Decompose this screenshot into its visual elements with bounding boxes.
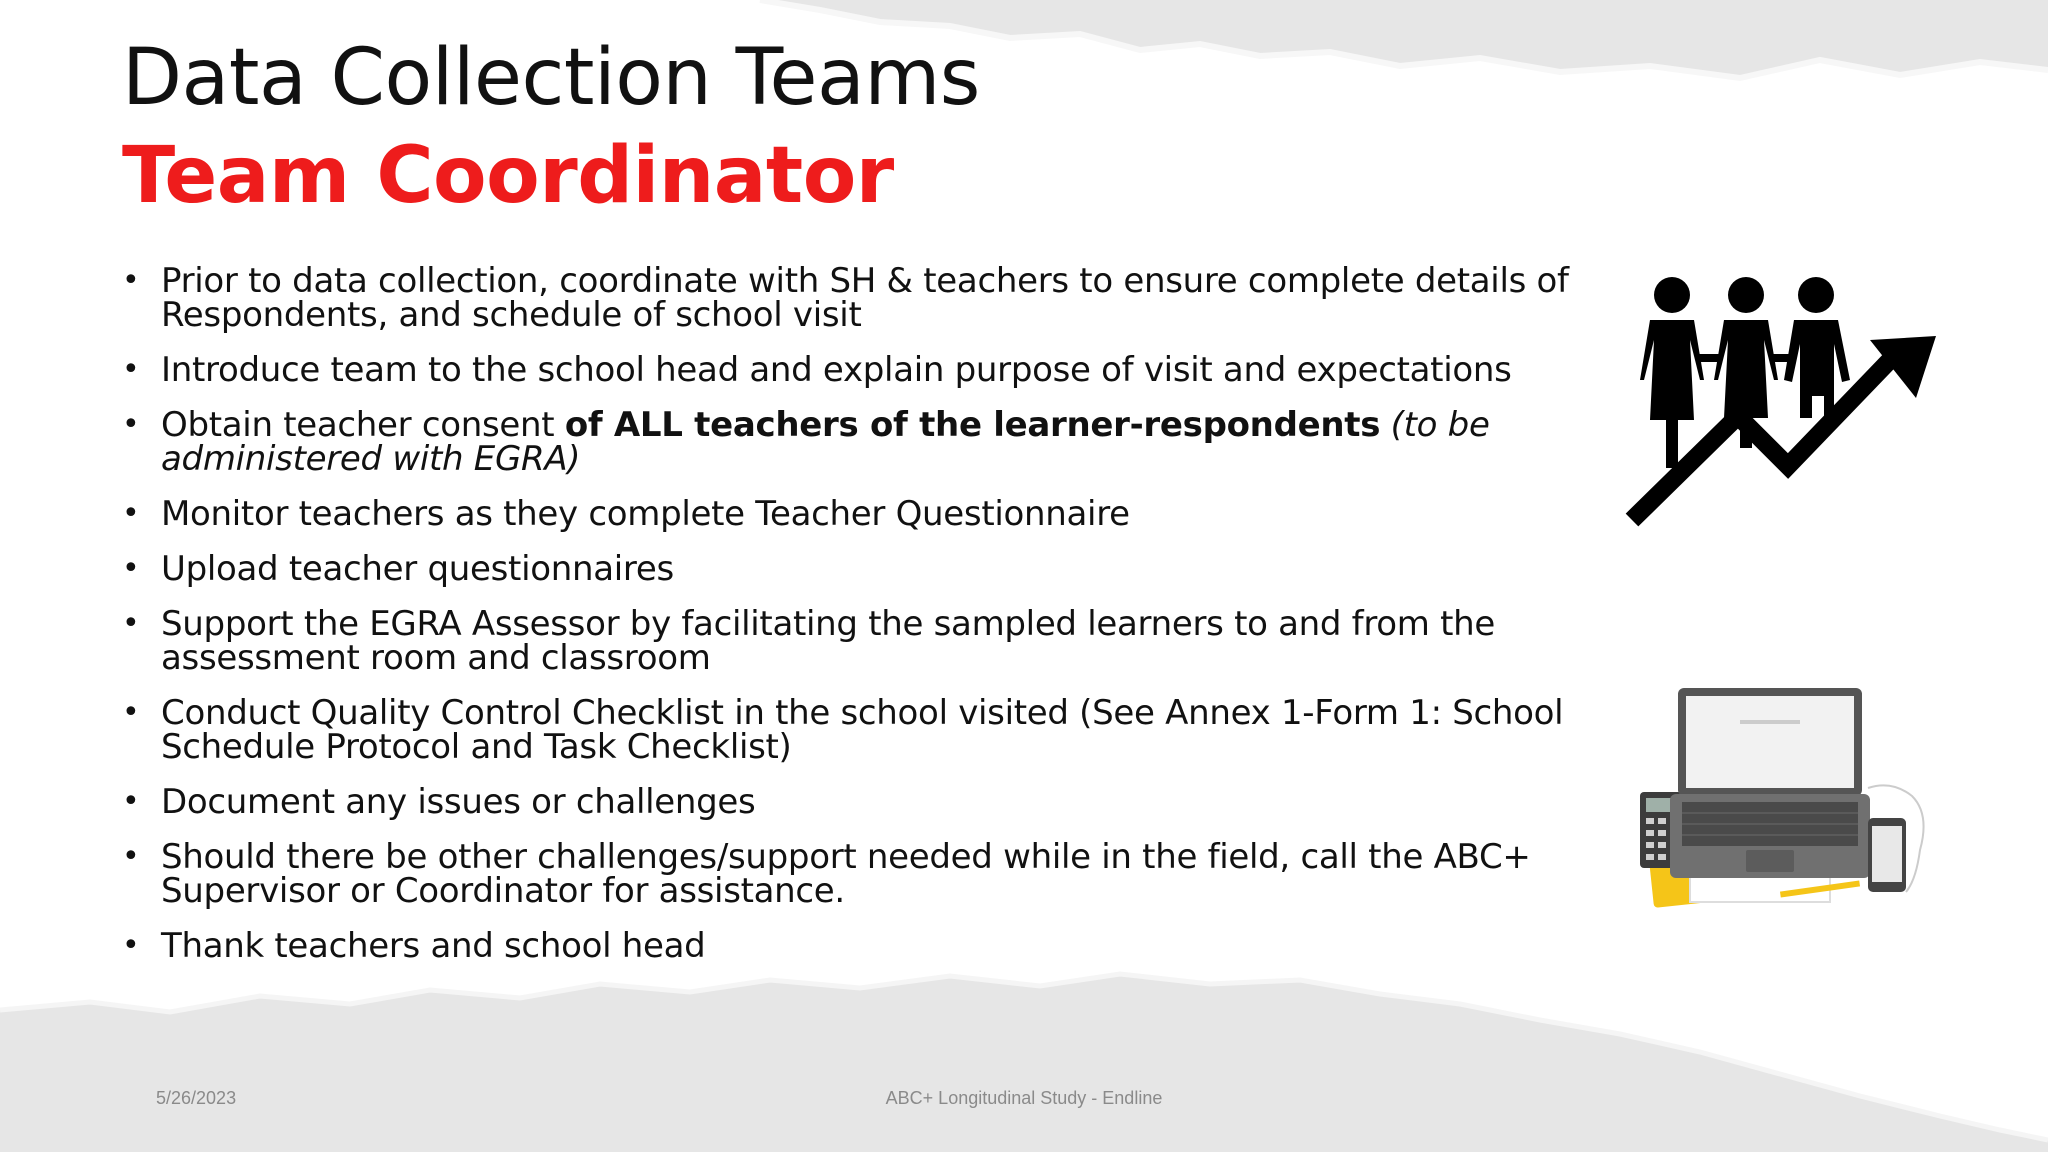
bullet-dot: • (122, 407, 140, 442)
bullet-text: Prior to data collection, coordinate with SH & teachers to ensure complete details of Respondents, and schedule of school visit (161, 261, 1569, 335)
bullet-dot: • (122, 839, 140, 874)
laptop-desk-icon (1630, 680, 1940, 920)
bullet-text: Should there be other challenges/support needed while in the field, call the ABC+ Supervisor or Coordinator for assistance. (161, 837, 1531, 911)
slide-title: Data Collection Teams (122, 33, 980, 123)
bullet-text-bold: of ALL teachers of the learner-respondents (564, 405, 1381, 445)
bullet-text-pre: Obtain teacher consent (161, 405, 565, 445)
bullet-item (122, 782, 1572, 822)
footer-title: ABC+ Longitudinal Study - Endline (885, 1088, 1163, 1108)
bullet-item (122, 261, 1572, 335)
bullet-text: Thank teachers and school head (161, 926, 706, 966)
bullet-text: Upload teacher questionnaires (161, 549, 674, 589)
bullet-item (122, 926, 1572, 966)
slide-subtitle: Team Coordinator (122, 131, 894, 221)
footer-date: 5/26/2023 (156, 1088, 237, 1108)
bullet-dot: • (122, 606, 140, 641)
bullet-text: Document any issues or challenges (161, 782, 756, 822)
bullet-item (122, 549, 1572, 589)
bullet-text: Conduct Quality Control Checklist in the school visited (See Annex 1-Form 1: School Schedule Protocol and Task Checklist) (161, 693, 1564, 767)
bullet-text: Support the EGRA Assessor by facilitating the sampled learners to and from the assessment room and classroom (161, 604, 1496, 678)
bullet-dot: • (122, 784, 140, 819)
people-growth-arrow-icon (1620, 268, 1940, 538)
bullet-item (122, 604, 1572, 678)
bullet-text: Monitor teachers as they complete Teacher Questionnaire (161, 494, 1130, 534)
bullet-item (122, 494, 1572, 534)
bullet-list (122, 261, 1572, 984)
title-block (122, 30, 1522, 226)
bullet-item (122, 837, 1572, 911)
bullet-dot: • (122, 551, 140, 586)
bullet-text: Introduce team to the school head and explain purpose of visit and expectations (161, 350, 1512, 390)
bullet-dot: • (122, 352, 140, 387)
bullet-dot: • (122, 496, 140, 531)
bullet-item (122, 350, 1572, 390)
bullet-item (122, 693, 1572, 767)
bullet-dot: • (122, 695, 140, 730)
bullet-dot: • (122, 263, 140, 298)
bullet-dot: • (122, 928, 140, 963)
bullet-item (122, 405, 1572, 479)
bullet-text-italic: (to be administered with EGRA) (161, 405, 1490, 479)
